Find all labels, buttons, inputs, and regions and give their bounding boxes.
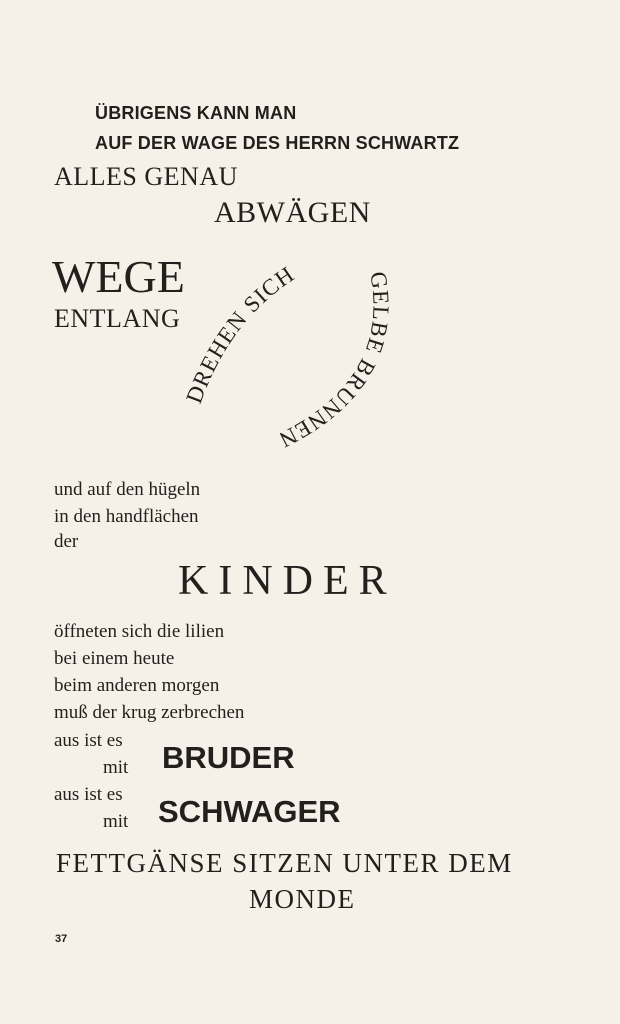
page-number: 37 xyxy=(55,933,68,945)
line-uebrigens: ÜBRIGENS KANN MAN xyxy=(95,103,297,123)
line-monde: MONDE xyxy=(249,884,356,914)
line-mit-2: mit xyxy=(103,811,129,832)
line-und-auf-den-huegeln: und auf den hügeln xyxy=(54,479,201,500)
line-auf-der-wage: AUF DER WAGE DES HERRN SCHWARTZ xyxy=(95,133,460,153)
word-wege: WEGE xyxy=(52,251,185,302)
line-abwaegen: ABWÄGEN xyxy=(214,196,371,229)
line-in-den-handflaechen: in den handflächen xyxy=(54,506,199,527)
line-muss-der-krug: muß der krug zerbrechen xyxy=(54,702,245,723)
arc-drehen-sich xyxy=(181,261,299,406)
word-bruder: BRUDER xyxy=(162,740,295,775)
line-aus-ist-es-2: aus ist es xyxy=(54,784,123,805)
line-alles-genau: ALLES GENAU xyxy=(54,162,238,191)
line-aus-ist-es-1: aus ist es xyxy=(54,730,123,751)
line-mit-1: mit xyxy=(103,757,129,778)
line-beim-anderen-morgen: beim anderen morgen xyxy=(54,675,220,696)
word-kinder: KINDER xyxy=(178,558,397,604)
word-schwager: SCHWAGER xyxy=(158,794,341,829)
arc-drehen-sich-path: DREHEN SICH xyxy=(181,261,299,407)
arc-gelbe-brunnen xyxy=(274,270,393,453)
curved-text-figure xyxy=(160,245,420,465)
line-oeffneten-sich: öffneten sich die lilien xyxy=(54,621,225,642)
line-der: der xyxy=(54,531,79,552)
line-fettgaense: FETTGÄNSE SITZEN UNTER DEM xyxy=(56,848,513,878)
arc-gelbe-brunnen-path: GELBE BRUNNEN xyxy=(274,270,394,453)
line-bei-einem-heute: bei einem heute xyxy=(54,648,175,669)
word-entlang: ENTLANG xyxy=(54,304,181,333)
